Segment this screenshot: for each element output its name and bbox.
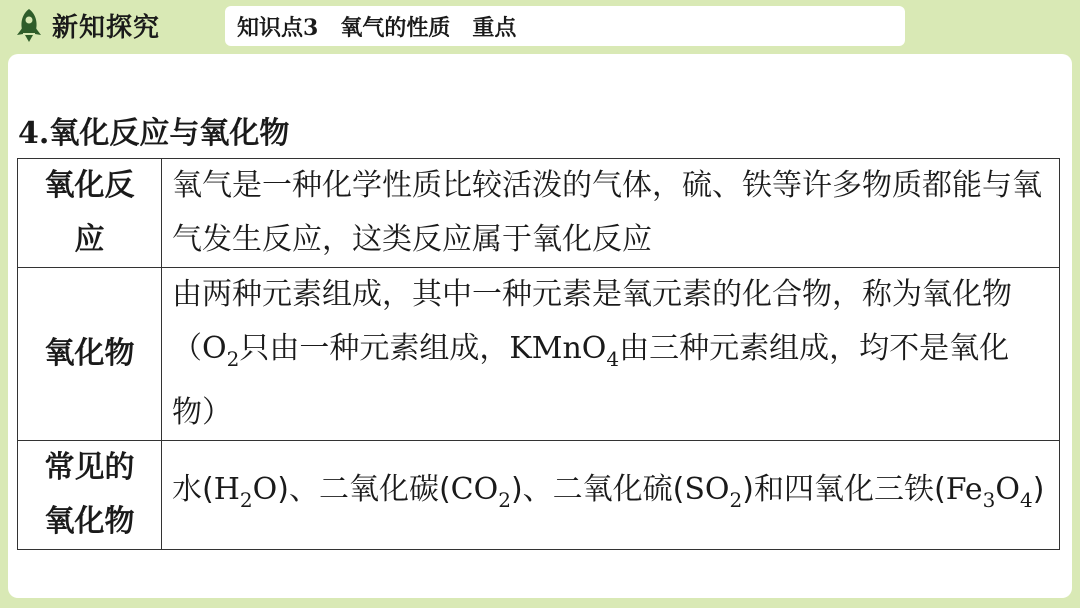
text-span: 只由一种元素组成，	[239, 331, 510, 366]
formula-h2o: O	[252, 472, 278, 507]
table-row	[18, 268, 1060, 441]
topic-pill	[225, 6, 905, 46]
formula-h2o: H	[213, 472, 240, 507]
row-header-line: 常见的	[44, 450, 135, 485]
row-header: 氧化物	[18, 268, 162, 441]
text-span: 由三种元素组成，均不是氧化物）	[172, 331, 1010, 430]
row-content	[162, 268, 1060, 441]
row-header-line: 应	[74, 222, 105, 257]
formula-fe3o4: Fe	[945, 472, 983, 507]
formula-fe3o4: O	[995, 472, 1020, 507]
header-bar	[0, 0, 1080, 50]
formula-o2: O	[202, 331, 227, 366]
subscript: 4	[1019, 488, 1033, 512]
rocket-icon	[12, 7, 46, 43]
subscript: 2	[239, 488, 253, 512]
formula-kmno4: KMnO	[509, 331, 607, 366]
page-heading: 4.氧化反应与氧化物	[18, 116, 290, 151]
row-content	[162, 441, 1060, 550]
oxidation-table	[17, 158, 1060, 550]
text-span: 由两种元素组成，其中一种元素是氧元素的化合物，称为氧化物（	[172, 277, 1012, 366]
text-span: )和四氧化三铁(	[742, 472, 946, 507]
row-header-line: 氧化物	[44, 504, 135, 539]
text-span: 水(	[172, 472, 214, 507]
table-row	[18, 159, 1060, 268]
text-span: )、二氧化硫(	[510, 472, 685, 507]
subscript: 4	[606, 347, 620, 371]
topic-name: 氧气的性质	[340, 14, 451, 41]
row-content: 氧气是一种化学性质比较活泼的气体，硫、铁等许多物质都能与氧气发生反应，这类反应属于氧化反应	[162, 159, 1060, 268]
text-span: )、二氧化碳(	[277, 472, 451, 507]
topic-tag: 重点	[472, 14, 517, 41]
row-header-line: 氧化反	[44, 168, 135, 203]
table-row	[18, 441, 1060, 550]
subscript: 2	[498, 488, 511, 512]
subscript: 3	[982, 488, 996, 512]
formula-so2: SO	[684, 472, 730, 507]
subscript: 2	[729, 488, 743, 512]
topic-label: 知识点3	[237, 14, 319, 41]
section-badge	[12, 6, 212, 44]
subscript: 2	[226, 347, 240, 371]
formula-co2: CO	[450, 472, 499, 507]
section-title: 新知探究	[52, 12, 161, 43]
row-header	[18, 159, 162, 268]
row-header	[18, 441, 162, 550]
text-span: )	[1032, 472, 1045, 507]
